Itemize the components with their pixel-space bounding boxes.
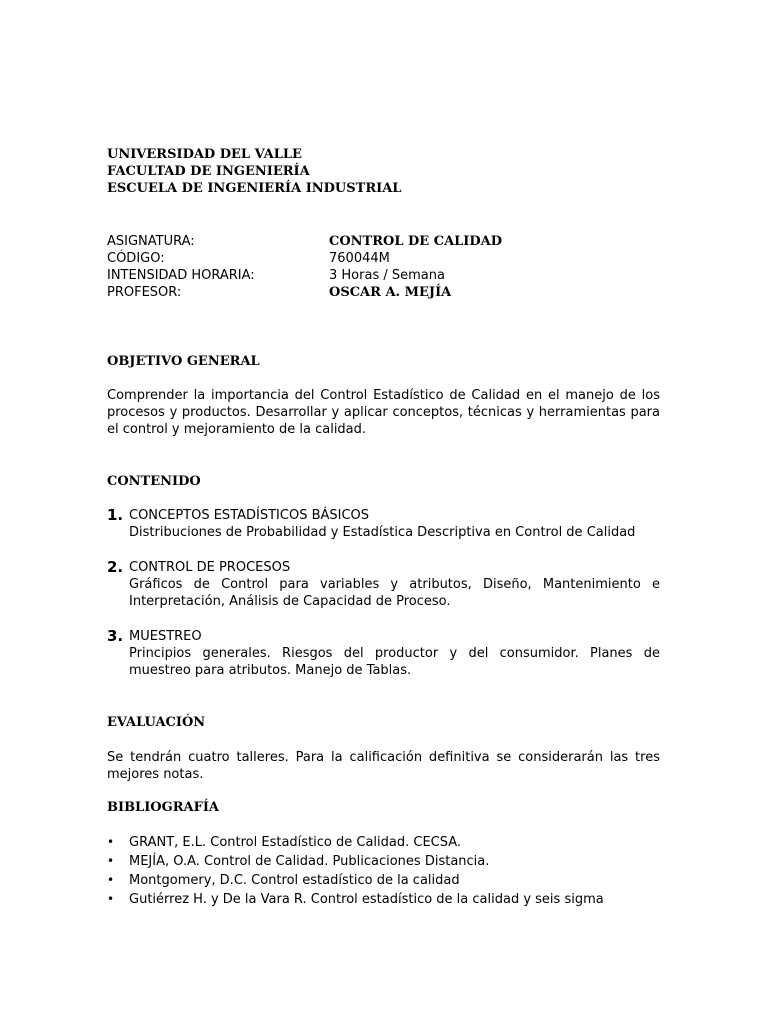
bibliography-entry: GRANT, E.L. Control Estadístico de Calidad. CECSA. xyxy=(129,835,462,850)
bibliography-title: BIBLIOGRAFÍA xyxy=(107,800,219,815)
bibliography-item xyxy=(107,852,660,871)
professor-label: PROFESOR: xyxy=(107,285,182,300)
info-row-subject xyxy=(107,233,667,250)
bibliography-item xyxy=(107,890,660,909)
content-item-body: Principios generales. Riesgos del productor y del consumidor. Planes de muestreo para atributos. Manejo de Tablas. xyxy=(129,646,660,678)
bibliography-entry: Montgomery, D.C. Control estadístico de la calidad xyxy=(129,873,460,888)
info-row-code xyxy=(107,250,667,267)
institution-header xyxy=(107,146,401,197)
objective-text: Comprender la importancia del Control Estadístico de Calidad en el manejo de los procesos y productos. Desarrollar y aplicar conceptos, técnicas y herramientas para el control y mejoramiento de la calidad. xyxy=(107,388,660,437)
bullet-icon: • xyxy=(107,854,115,868)
bibliography-item xyxy=(107,833,660,852)
subject-value: CONTROL DE CALIDAD xyxy=(329,234,503,249)
content-item-heading: MUESTREO xyxy=(129,629,202,644)
content-item-body: Gráficos de Control para variables y atributos, Diseño, Mantenimiento e Interpretación, Análisis de Capacidad de Proceso. xyxy=(129,577,660,609)
course-info xyxy=(107,233,667,301)
content-title: CONTENIDO xyxy=(107,474,201,489)
subject-label: ASIGNATURA: xyxy=(107,234,195,249)
bibliography-list xyxy=(107,833,660,909)
hours-label: INTENSIDAD HORARIA: xyxy=(107,268,255,283)
school-name: ESCUELA DE INGENIERÍA INDUSTRIAL xyxy=(107,181,402,196)
info-row-hours xyxy=(107,267,667,284)
info-row-professor xyxy=(107,284,667,301)
code-label: CÓDIGO: xyxy=(107,251,165,266)
bibliography-entry: MEJÍA, O.A. Control de Calidad. Publicaciones Distancia. xyxy=(129,854,490,869)
bibliography-item xyxy=(107,871,660,890)
content-item-number: 1. xyxy=(107,506,124,524)
content-item-heading: CONTROL DE PROCESOS xyxy=(129,560,291,575)
bullet-icon: • xyxy=(107,873,115,887)
code-value: 760044M xyxy=(329,251,390,266)
professor-value: OSCAR A. MEJÍA xyxy=(329,285,452,300)
content-item-heading: CONCEPTOS ESTADÍSTICOS BÁSICOS xyxy=(129,508,370,523)
content-item-body: Distribuciones de Probabilidad y Estadística Descriptiva en Control de Calidad xyxy=(129,525,636,540)
hours-value: 3 Horas / Semana xyxy=(329,268,445,283)
bullet-icon: • xyxy=(107,835,115,849)
evaluation-title: EVALUACIÓN xyxy=(107,715,206,730)
objective-title: OBJETIVO GENERAL xyxy=(107,354,260,369)
content-item-number: 2. xyxy=(107,558,124,576)
evaluation-text: Se tendrán cuatro talleres. Para la calificación definitiva se considerarán las tres mejores notas. xyxy=(107,750,660,782)
bibliography-entry: Gutiérrez H. y De la Vara R. Control estadístico de la calidad y seis sigma xyxy=(129,892,604,907)
bullet-icon: • xyxy=(107,892,115,906)
faculty-name: FACULTAD DE INGENIERÍA xyxy=(107,164,310,179)
content-item-number: 3. xyxy=(107,627,124,645)
university-name: UNIVERSIDAD DEL VALLE xyxy=(107,147,302,162)
